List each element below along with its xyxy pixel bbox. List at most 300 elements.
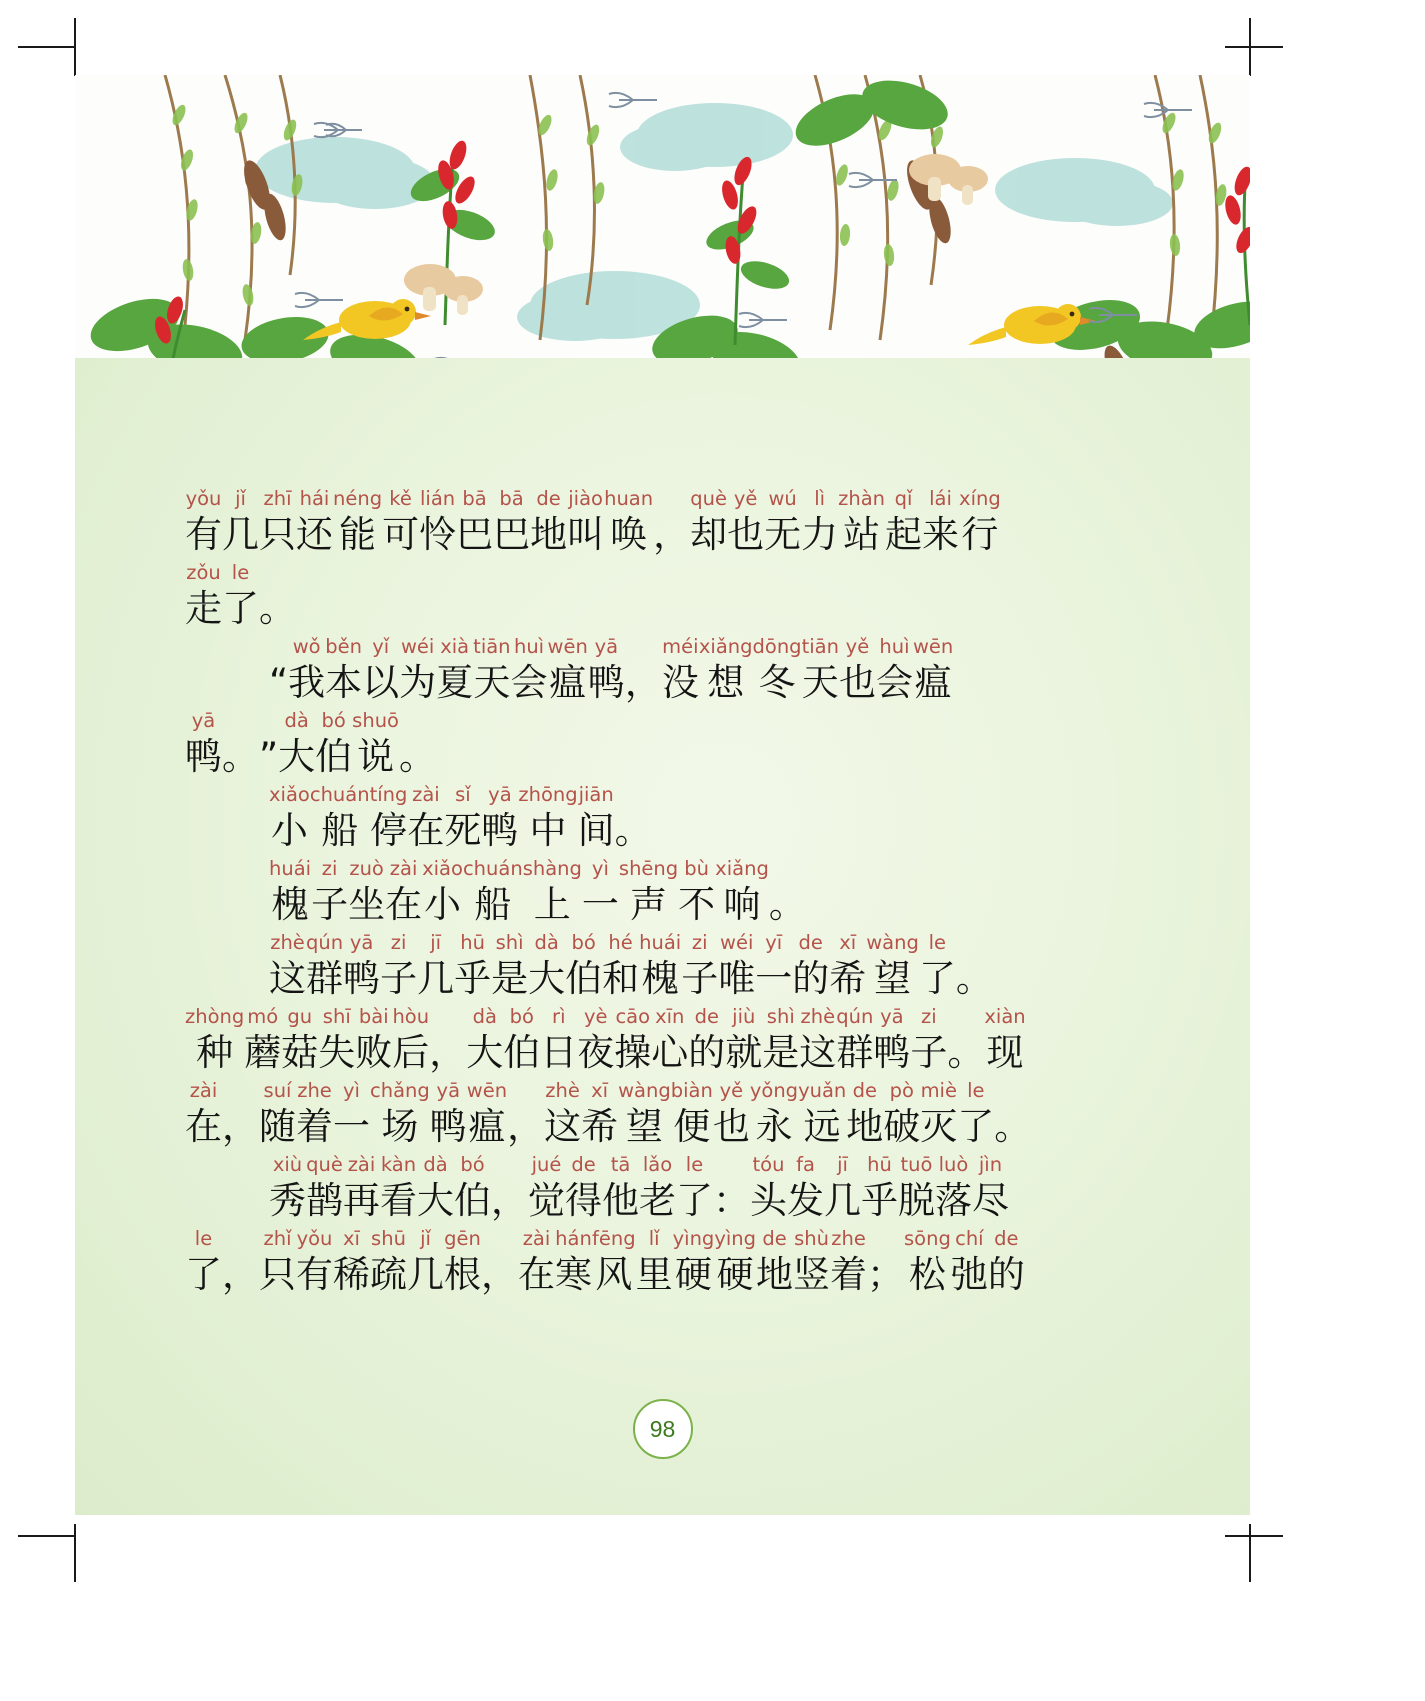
pinyin-text: lái: [929, 487, 952, 510]
hanzi-text: 叫: [567, 513, 605, 556]
ruby-unit: [565, 932, 602, 1004]
hanzi-text: 唤: [610, 513, 648, 556]
ruby-unit: [296, 488, 333, 560]
crop-mark-top-left-h: [18, 46, 76, 48]
ruby-unit: [222, 1080, 259, 1152]
ruby-unit: [984, 1006, 1025, 1078]
hanzi-text: 种: [196, 1031, 234, 1074]
hanzi-text: 。: [398, 735, 436, 778]
pinyin-text: yā: [191, 709, 216, 732]
hanzi-text: 天: [801, 661, 839, 704]
ruby-unit: [430, 1080, 467, 1152]
pinyin-text: de: [571, 1153, 596, 1176]
ruby-unit: [343, 932, 380, 1004]
ruby-unit: [972, 1154, 1009, 1226]
hanzi-text: 小: [270, 809, 308, 852]
ruby-unit: [380, 1154, 417, 1226]
ruby-unit: [467, 1080, 507, 1152]
pinyin-text: [653, 488, 690, 510]
pinyin-text: lián: [420, 487, 456, 510]
hanzi-text: 在: [185, 1105, 222, 1148]
ruby-unit: [764, 488, 801, 560]
ruby-unit: [407, 1228, 444, 1300]
pinyin-text: yě: [845, 635, 870, 658]
ruby-unit: [306, 932, 343, 1004]
pinyin-text: xīn: [655, 1005, 685, 1028]
pinyin-text: yǒu: [185, 487, 222, 510]
hanzi-text: 会: [875, 661, 913, 704]
ruby-unit: [769, 858, 806, 930]
hanzi-text: 希: [581, 1105, 619, 1148]
pinyin-text: shàng: [522, 857, 582, 880]
ruby-unit: [333, 488, 382, 560]
hanzi-text: 上: [533, 883, 571, 926]
ruby-unit: [436, 636, 473, 708]
ruby-unit: [615, 784, 652, 856]
hanzi-text: 破: [883, 1105, 921, 1148]
pinyin-text: yě: [719, 1079, 744, 1102]
hanzi-text: 这: [799, 1031, 837, 1074]
hanzi-text: 随: [259, 1105, 296, 1148]
ruby-unit: [690, 488, 727, 560]
hanzi-text: 。: [259, 587, 296, 630]
ruby-unit: [662, 636, 699, 708]
pinyin-text: zi: [921, 1005, 937, 1028]
text-line: [185, 1154, 1185, 1226]
ruby-unit: [715, 858, 769, 930]
hanzi-text: 群: [306, 957, 344, 1000]
pinyin-text: qún: [836, 1005, 874, 1028]
ruby-unit: [491, 1154, 528, 1226]
ruby-unit: [614, 1006, 651, 1078]
hanzi-text: ，: [222, 1253, 259, 1296]
pinyin-text: yě: [733, 487, 758, 510]
pinyin-text: xī: [343, 1227, 360, 1250]
lesson-text-panel: [75, 358, 1250, 1515]
ruby-unit: [994, 1080, 1031, 1152]
ruby-unit: [824, 1154, 861, 1226]
ruby-unit: [528, 932, 565, 1004]
ruby-unit: [222, 1228, 259, 1300]
ruby-unit: [362, 636, 399, 708]
pinyin-text: shī: [322, 1005, 351, 1028]
pinyin-text: bó: [321, 709, 346, 732]
ruby-unit: [787, 1154, 824, 1226]
pinyin-text: le: [928, 931, 947, 954]
hanzi-text: 一: [333, 1105, 370, 1148]
ruby-unit: [801, 488, 838, 560]
pinyin-text: [491, 1154, 528, 1176]
hanzi-text: 再: [343, 1179, 380, 1222]
pinyin-text: chuán: [309, 783, 370, 806]
ruby-unit: [528, 1154, 565, 1226]
pinyin-text: zi: [691, 931, 708, 954]
ruby-unit: [288, 636, 325, 708]
hanzi-text: 。: [947, 1031, 985, 1074]
ruby-unit: [399, 636, 436, 708]
ruby-unit: [417, 1154, 454, 1226]
ruby-unit: [713, 1080, 750, 1152]
hanzi-text: 天: [473, 661, 511, 704]
pinyin-text: wēn: [547, 635, 588, 658]
pinyin-text: de: [994, 1227, 1019, 1250]
ruby-unit: [636, 1228, 673, 1300]
pinyin-text: xī: [839, 931, 857, 954]
ruby-unit: [750, 1080, 798, 1152]
pinyin-text: qún: [306, 931, 344, 954]
hanzi-text: 怜: [419, 513, 457, 556]
hanzi-text: 在: [518, 1253, 555, 1296]
pinyin-text: biàn: [670, 1079, 713, 1102]
pinyin-text: [625, 636, 662, 658]
ruby-unit: [898, 1154, 935, 1226]
ruby-unit: [639, 932, 681, 1004]
pinyin-text: chí: [955, 1227, 984, 1250]
ruby-unit: [392, 1006, 429, 1078]
ruby-unit: [333, 1080, 370, 1152]
pinyin-text: le: [685, 1153, 704, 1176]
pinyin-text: jī: [430, 931, 442, 954]
pinyin-text: zhǐ: [263, 1227, 292, 1250]
pinyin-text: zài: [347, 1153, 376, 1176]
hanzi-text: 鹊: [306, 1179, 343, 1222]
hanzi-text: 觉: [528, 1179, 565, 1222]
ruby-unit: [355, 1006, 392, 1078]
pinyin-text: xiǎng: [715, 857, 769, 880]
hanzi-text: 站: [843, 513, 881, 556]
pinyin-text: zhè: [800, 1005, 836, 1028]
pinyin-text: xiàn: [984, 1005, 1026, 1028]
pinyin-text: [481, 1228, 518, 1250]
hanzi-text: 可: [382, 513, 420, 556]
ruby-unit: [681, 932, 718, 1004]
pinyin-text: mó: [247, 1005, 279, 1028]
ruby-unit: [866, 932, 919, 1004]
hanzi-text: 为: [399, 661, 437, 704]
hanzi-text: 鸭: [343, 957, 381, 1000]
text-line: [185, 710, 1185, 782]
pinyin-text: yā: [488, 783, 512, 806]
pinyin-text: néng: [333, 487, 383, 510]
ruby-unit: [444, 1228, 481, 1300]
hanzi-text: 有: [185, 513, 222, 556]
hanzi-text: 地: [846, 1105, 884, 1148]
pinyin-text: wēn: [912, 635, 954, 658]
ruby-unit: [306, 1154, 343, 1226]
ruby-unit: [348, 858, 385, 930]
hanzi-text: 声: [630, 883, 668, 926]
pinyin-text: wàng: [618, 1079, 671, 1102]
hanzi-text: 秀: [269, 1179, 306, 1222]
pinyin-text: [947, 1006, 984, 1028]
ruby-unit: [491, 932, 528, 1004]
hanzi-text: 了: [185, 1253, 222, 1296]
ruby-unit: [756, 1228, 793, 1300]
ruby-unit: [919, 932, 956, 1004]
pinyin-text: yā: [436, 1079, 461, 1102]
hanzi-text: 响: [723, 883, 761, 926]
pinyin-text: [615, 784, 652, 806]
ruby-unit: [671, 1080, 713, 1152]
hanzi-text: 大: [528, 957, 566, 1000]
pinyin-text: jìn: [978, 1153, 1003, 1176]
hanzi-text: 伯: [503, 1031, 541, 1074]
hanzi-text: 伯: [454, 1179, 491, 1222]
ruby-unit: [602, 932, 639, 1004]
text-line: [185, 858, 1185, 930]
ruby-unit: [604, 488, 653, 560]
spring-nature-illustration: [75, 75, 1250, 358]
ruby-unit: [333, 1228, 370, 1300]
hanzi-text: 一: [581, 883, 619, 926]
pinyin-text: fa: [796, 1153, 815, 1176]
hanzi-text: 巴: [493, 513, 531, 556]
hanzi-text: 只: [259, 513, 296, 556]
hanzi-text: 大: [466, 1031, 504, 1074]
hanzi-text: 大: [278, 735, 316, 778]
text-line: [185, 488, 1185, 560]
ruby-unit: [310, 784, 370, 856]
ruby-unit: [281, 1006, 318, 1078]
pinyin-text: wǒ: [292, 635, 321, 658]
hanzi-text: 子: [311, 883, 349, 926]
ruby-unit: [444, 784, 481, 856]
hanzi-text: 船: [474, 883, 512, 926]
ruby-unit: [518, 784, 577, 856]
pinyin-text: méi: [662, 635, 699, 658]
ruby-unit: [727, 488, 764, 560]
hanzi-text: 坐: [348, 883, 386, 926]
hanzi-text: 力: [801, 513, 839, 556]
ruby-unit: [904, 1228, 951, 1300]
hanzi-text: ：: [713, 1179, 750, 1222]
ruby-unit: [278, 710, 315, 782]
pinyin-text: zi: [390, 931, 407, 954]
pinyin-text: sōng: [904, 1227, 951, 1250]
pinyin-text: bó: [460, 1153, 485, 1176]
hanzi-text: ，: [222, 1105, 259, 1148]
ruby-unit: [259, 1080, 296, 1152]
ruby-unit: [750, 1154, 787, 1226]
pinyin-text: shù: [794, 1227, 829, 1250]
hanzi-text: 瘟: [549, 661, 587, 704]
pinyin-text: wàng: [866, 931, 919, 954]
pinyin-text: dà: [423, 1153, 448, 1176]
pinyin-text: dōng: [752, 635, 802, 658]
hanzi-text: 头: [750, 1179, 787, 1222]
pinyin-text: [769, 858, 806, 880]
ruby-unit: [836, 1006, 873, 1078]
ruby-unit: [343, 1154, 380, 1226]
pinyin-text: [956, 932, 993, 954]
pinyin-text: dà: [534, 931, 559, 954]
ruby-unit: [259, 488, 296, 560]
pinyin-text: jiān: [578, 783, 614, 806]
ruby-unit: [311, 858, 348, 930]
pinyin-text: yì: [343, 1079, 360, 1102]
ruby-unit: [861, 1154, 898, 1226]
text-line: [185, 1080, 1185, 1152]
ruby-unit: [618, 1080, 671, 1152]
ruby-unit: [318, 1006, 355, 1078]
pinyin-text: [713, 1154, 750, 1176]
hanzi-text: 远: [803, 1105, 841, 1148]
hanzi-text: 瘟: [468, 1105, 506, 1148]
ruby-unit: [493, 488, 530, 560]
crop-mark-bottom-right-h: [1225, 1535, 1283, 1537]
pinyin-text: bù: [684, 857, 710, 880]
pinyin-text: jué: [531, 1153, 562, 1176]
ruby-unit: [269, 1154, 306, 1226]
pinyin-text: shuō: [352, 709, 399, 732]
hanzi-text: 只: [259, 1253, 296, 1296]
text-line: [185, 1006, 1185, 1078]
pinyin-text: [507, 1080, 544, 1102]
pinyin-text: běn: [325, 635, 363, 658]
hanzi-text: ，: [507, 1105, 545, 1148]
hanzi-text: 。: [994, 1105, 1032, 1148]
ruby-unit: [755, 932, 792, 1004]
hanzi-text: 我: [288, 661, 326, 704]
pinyin-text: miè: [920, 1079, 957, 1102]
ruby-unit: [454, 932, 491, 1004]
crop-mark-top-right-h: [1225, 46, 1283, 48]
ruby-unit: [873, 1006, 910, 1078]
ruby-unit: [244, 1006, 281, 1078]
pinyin-text: zhòng: [185, 1005, 245, 1028]
ruby-unit: [185, 1006, 244, 1078]
hanzi-text: 疏: [370, 1253, 407, 1296]
ruby-unit: [699, 636, 753, 708]
hanzi-text: 鸭: [587, 661, 625, 704]
ruby-unit: [518, 1228, 555, 1300]
hanzi-text: 了: [676, 1179, 713, 1222]
hanzi-text: 鸭: [481, 809, 519, 852]
pinyin-text: yǒu: [296, 1227, 333, 1250]
hanzi-text: 弛: [950, 1253, 988, 1296]
pinyin-text: chǎng: [370, 1079, 430, 1102]
hanzi-text: 和: [602, 957, 640, 1000]
pinyin-text: de: [762, 1227, 787, 1250]
hanzi-text: 这: [269, 957, 306, 1000]
hanzi-text: 竖: [793, 1253, 831, 1296]
hanzi-text: 伯: [565, 957, 603, 1000]
hanzi-text: ，: [481, 1253, 518, 1296]
hanzi-text: 脱: [898, 1179, 935, 1222]
pinyin-text: tuō: [900, 1153, 933, 1176]
hanzi-text: ，: [653, 513, 691, 556]
hanzi-text: 场: [381, 1105, 419, 1148]
pinyin-text: bài: [358, 1005, 389, 1028]
ruby-unit: [718, 932, 755, 1004]
hanzi-text: 没: [661, 661, 699, 704]
hanzi-text: 停: [370, 809, 407, 852]
pinyin-text: huái: [639, 931, 682, 954]
ruby-unit: [419, 488, 456, 560]
pinyin-text: yǐ: [372, 635, 390, 658]
hanzi-text: 中: [529, 809, 567, 852]
hanzi-text: 蘑: [244, 1031, 282, 1074]
ruby-unit: [473, 636, 510, 708]
hanzi-text: 日: [540, 1031, 578, 1074]
pinyin-text: sǐ: [455, 783, 471, 806]
ruby-unit: [651, 1006, 688, 1078]
ruby-unit: [876, 636, 913, 708]
pinyin-text: [222, 1080, 259, 1102]
pinyin-text: zi: [321, 857, 338, 880]
hanzi-text: 他: [602, 1179, 639, 1222]
pinyin-text: zhè: [270, 931, 305, 954]
pinyin-text: yā: [349, 931, 374, 954]
ruby-unit: [688, 1006, 725, 1078]
ruby-unit: [352, 710, 399, 782]
ruby-unit: [222, 562, 259, 634]
crop-mark-top-right-v: [1249, 18, 1251, 76]
pinyin-text: le: [194, 1227, 213, 1250]
pinyin-text: yuǎn: [798, 1079, 847, 1102]
pinyin-text: [399, 710, 436, 732]
hanzi-text: 看: [380, 1179, 417, 1222]
pinyin-text: wēn: [466, 1079, 508, 1102]
hanzi-text: 几: [222, 513, 259, 556]
pinyin-text: yìng: [714, 1227, 757, 1250]
ruby-unit: [185, 562, 222, 634]
pinyin-text: [429, 1006, 466, 1028]
pinyin-text: hū: [460, 931, 485, 954]
ruby-unit: [503, 1006, 540, 1078]
ruby-unit: [577, 1006, 614, 1078]
hanzi-text: 。: [768, 883, 806, 926]
hanzi-text: 根: [444, 1253, 481, 1296]
hanzi-text: 。: [222, 735, 259, 778]
ruby-unit: [957, 1080, 994, 1152]
ruby-unit: [540, 1006, 577, 1078]
pinyin-text: zài: [412, 783, 440, 806]
pinyin-text: què: [306, 1153, 343, 1176]
hanzi-text: 行: [961, 513, 999, 556]
ruby-unit: [259, 562, 296, 634]
pinyin-text: shì: [766, 1005, 795, 1028]
ruby-unit: [370, 1080, 430, 1152]
ruby-unit: [619, 858, 678, 930]
hanzi-text: 败: [355, 1031, 393, 1074]
ruby-unit: [846, 1080, 883, 1152]
hanzi-text: 船: [321, 809, 359, 852]
ruby-unit: [956, 932, 993, 1004]
pinyin-text: hán: [555, 1227, 592, 1250]
text-line: [185, 784, 1185, 856]
hanzi-text: 望: [874, 957, 912, 1000]
pinyin-text: xiǎo: [422, 857, 463, 880]
pinyin-text: zuò: [349, 857, 384, 880]
hanzi-text: 槐: [641, 957, 679, 1000]
hanzi-text: 稀: [333, 1253, 370, 1296]
ruby-unit: [269, 858, 311, 930]
hanzi-text: 却: [690, 513, 728, 556]
hanzi-text: 说: [357, 735, 395, 778]
pinyin-text: dà: [284, 709, 309, 732]
hanzi-text: 还: [296, 513, 333, 556]
pinyin-text: yì: [591, 857, 609, 880]
hanzi-text: 得: [565, 1179, 602, 1222]
ruby-unit: [839, 636, 876, 708]
hanzi-text: 鸭: [873, 1031, 911, 1074]
pinyin-text: huì: [513, 635, 545, 658]
ruby-unit: [567, 488, 604, 560]
hanzi-text: 群: [836, 1031, 874, 1074]
pinyin-text: yī: [765, 931, 783, 954]
hanzi-text: 巴: [456, 513, 494, 556]
